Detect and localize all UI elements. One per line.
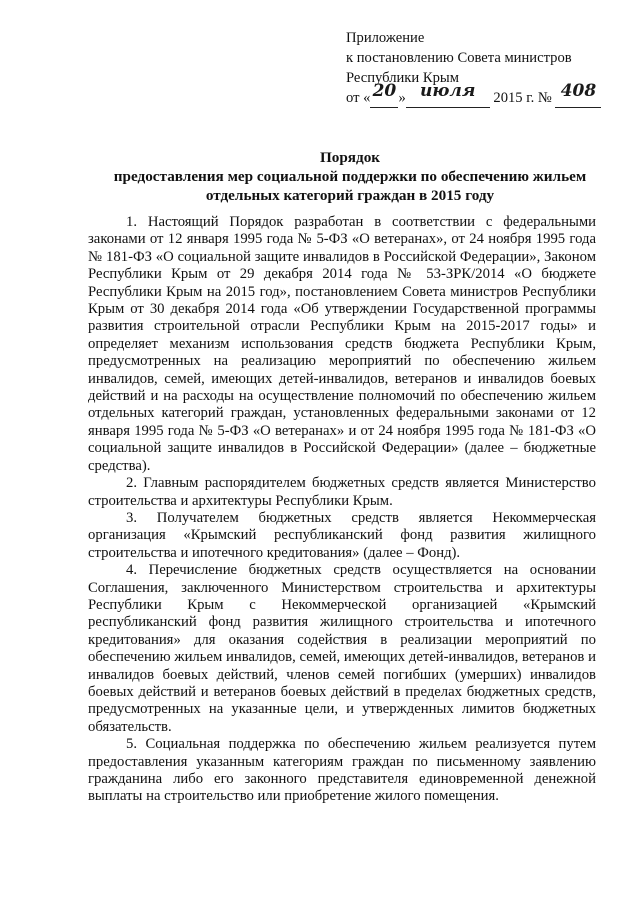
day-blank <box>370 81 398 108</box>
paragraph-3: 3. Получателем бюджетных средств является Некоммерческая организация «Крымский республиканский фонд развития жилищного строительства и ипотечного кредитования» (далее – Фонд). <box>88 509 596 561</box>
annex-resolution-line: к постановлению Совета министров <box>346 50 572 66</box>
paragraph-4: 4. Перечисление бюджетных средств осуществляется на основании Соглашения, заключенного Министерством строительства и архитектуры Республики Крым с Некоммерческой организацией «Крымский республиканский фонд развития жилищного строительства и ипотечного кредитования» для оказания содействия в реализации мероприятий по обеспечению жильем инвалидов, семей, имеющих детей-инвалидов, ветеранов и инвалидов боевых действий, членов семей погибших (умерших) инвалидов боевых действий и ветеранов боевых действий в пределах бюджетных средств, предусмотренных на указанные цели, и утвержденных лимитов бюджетных обязательств. <box>88 562 596 735</box>
annex-title: Приложение <box>346 30 425 46</box>
annex-republic-line: Республики Крым <box>346 70 459 86</box>
paragraph-1: 1. Настоящий Порядок разработан в соответствии с федеральными законами от 12 января 1995 года № 5-ФЗ «О ветеранах», от 24 ноября 1995 года № 181-ФЗ «О социальной защите инвалидов в Российской Федерации», Законом Республики Крым от 29 декабря 2014 года № 53-ЗРК/2014 «О бюджете Республики Крым на 2015 год», постановлением Совета министров Республики Крым от 30 декабря 2014 года «Об утверждении Государственной программы развития строительной отрасли Республики Крым на 2015-2017 годы» и определяет механизм использования средств бюджета Республики Крым, предусмотренных на реализацию мероприятий по обеспечению жильем инвалидов, семей, имеющих детей-инвалидов, ветеранов и инвалидов боевых действий и на расходы на осуществление полномочий по обеспечению жильем отдельных категорий граждан, установленных федеральными законами от 12 января 1995 года № 5-ФЗ «О ветеранах» и от 24 ноября 1995 года № 181-ФЗ «О социальной защите инвалидов в Российской Федерации» (далее – бюджетные средства). <box>88 214 596 474</box>
annex-block <box>346 28 616 108</box>
doc-subtitle-line-2: отдельных категорий граждан в 2015 году <box>205 187 495 204</box>
date-prefix: от « <box>346 90 371 106</box>
date-quote-close: » <box>398 90 406 106</box>
handwritten-number: 408 <box>560 81 597 101</box>
paragraph-5: 5. Социальная поддержка по обеспечению жильем реализуется путем предоставления указанным категориям граждан по письменному заявлению гражданина либо его законного представителя единовременной денежной выплаты на строительство или приобретение жилого помещения. <box>88 736 596 805</box>
doc-title: Порядок <box>319 149 381 166</box>
month-blank <box>406 81 490 108</box>
handwritten-month: июля <box>420 81 476 101</box>
document-body <box>88 214 596 806</box>
annex-date-line <box>346 81 616 108</box>
number-blank <box>555 81 601 108</box>
doc-subtitle-line-1: предоставления мер социальной поддержки по обеспечению жильем <box>113 168 587 185</box>
handwritten-day: 20 <box>372 81 397 101</box>
paragraph-2: 2. Главным распорядителем бюджетных средств является Министерство строительства и архитектуры Республики Крым. <box>88 475 596 509</box>
year-text: 2015 г. № <box>493 90 552 106</box>
